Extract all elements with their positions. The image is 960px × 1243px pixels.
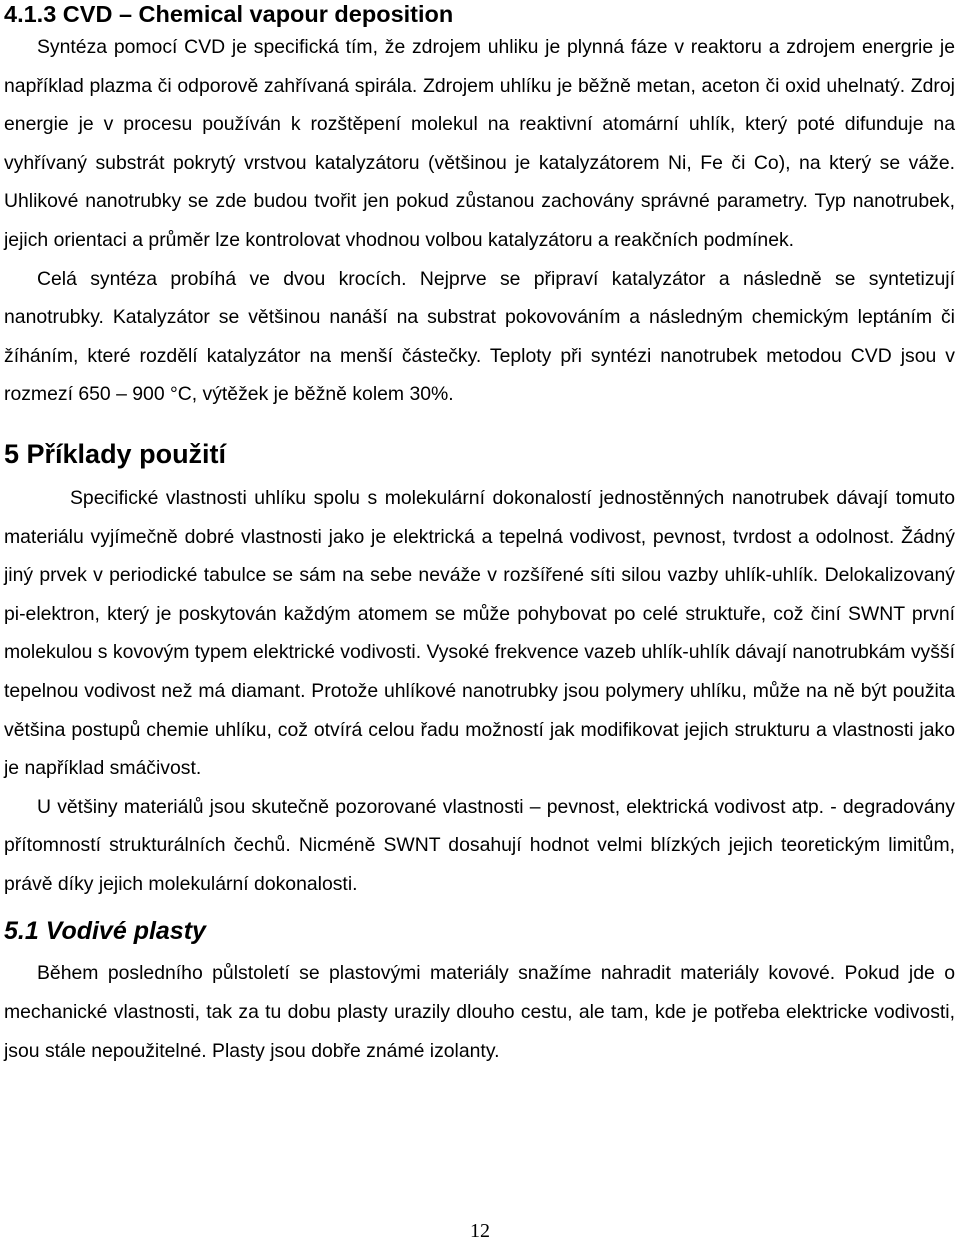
cvd-paragraph-2: Celá syntéza probíhá ve dvou krocích. Nejprve se připraví katalyzátor a následně se syntetizují nanotrubky. Katalyzátor se většinou nanáší na substrat pokovováním a následným chemickým leptáním či žíháním, které rozdělí katalyzátor na menší částečky. Teploty při syntézi nanotrubek metodou CVD jsou v rozmezí 650 – 900 °C, výtěžek je běžně kolem 30%. [4,267,955,406]
cvd-paragraph-1: Syntéza pomocí CVD je specifická tím, že zdrojem uhliku je plynná fáze v reaktoru a zdrojem energrie je například plazma či odporově zahřívaná spirála. Zdrojem uhlíku je běžně metan, aceton či oxid uhelnatý. Zdroj energie je v procesu používán k rozštěpení molekul na reaktivní atomární uhlík, který poté difunduje na vyhřívaný substrát pokrytý vrstvou katalyzátoru (většinou je katalyzátorem Ni, Fe či Co), na který se váže. Uhlikové nanotrubky se zde budou tvořit jen pokud zůstanou zachovány správné parametry. Typ nanotrubek, jejich orientaci a průměr lze kontrolovat vhodnou volbou katalyzátoru a reakčních podmínek. [4,36,955,251]
section-title-cvd: 4.1.3 CVD – Chemical vapour deposition [4,1,454,27]
document-page [4,0,955,1070]
examples-paragraph-2: U většiny materiálů jsou skutečně pozorované vlastnosti – pevnost, elektrická vodivost atp. - degradovány přítomností strukturálních čechů. Nicméně SWNT dosahují hodnot velmi blízkých jejich teoretickým limitům, právě díky jejich molekulární dokonalosti. [4,795,955,895]
page-number: 12 [470,1220,490,1242]
section-title-conductive-plastics: 5.1 Vodivé plasty [4,917,206,946]
conductive-plastics-paragraph: Během posledního půlstoletí se plastovými materiály snažíme nahradit materiály kovové. Pokud jde o mechanické vlastnosti, tak za tu dobu plasty urazily dlouho cestu, ale tam, kde je potřeba elektricke vodivosti, jsou stále nepoužitelné. Plasty jsou dobře známé izolanty. [4,962,955,1062]
chapter-title-examples: 5 Příklady použití [4,438,227,469]
examples-paragraph-1: Specifické vlastnosti uhlíku spolu s molekulární dokonalostí jednostěnných nanotrubek dávají tomuto materiálu vyjímečně dobré vlastnosti jako je elektrická a tepelná vodivost, pevnost, tvrdost a odolnost. Žádný jiný prvek v periodické tabulce se sám na sebe neváže v rozšířené síti silou vazby uhlík-uhlík. Delokalizovaný pi-elektron, který je poskytován každým atomem se může pohybovat po celé struktuře, což činí SWNT první molekulou s kovovým typem elektrické vodivosti. Vysoké frekvence vazeb uhlík-uhlík dávají nanotrubkám vyšší tepelnou vodivost než má diamant. Protože uhlíkové nanotrubky jsou polymery uhlíku, může na ně být použita většina postupů chemie uhlíku, což otvírá celou řadu možností jak modifikovat jejich strukturu a vlastnosti jako je například smáčivost. [4,486,955,780]
